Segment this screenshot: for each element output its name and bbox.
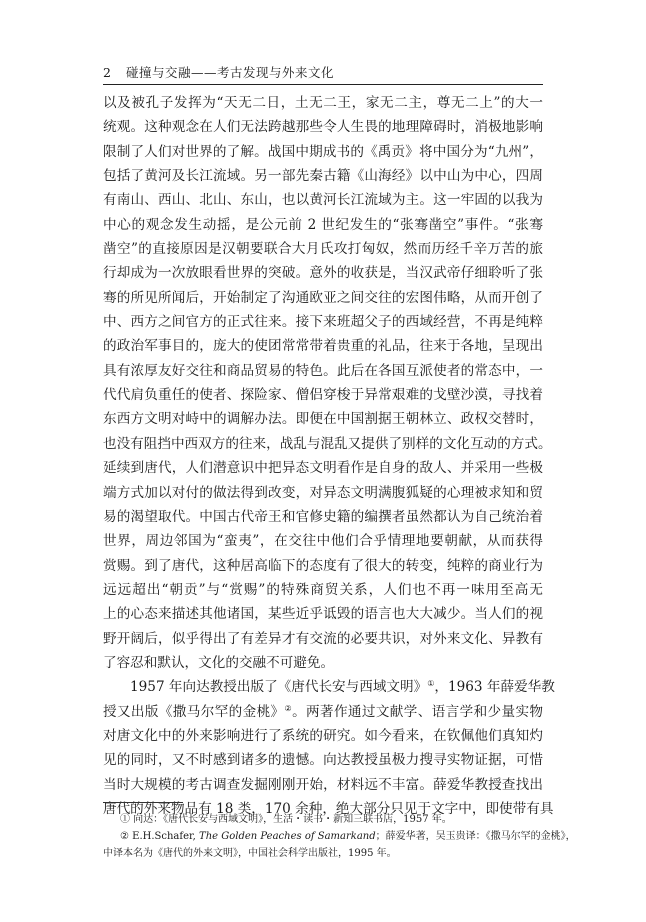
text-run: ；薛爱华著，吴玉贵译：《撒马尔罕的金桃》， [375, 831, 576, 842]
text-line: 行却成为一次放眼看世界的突破。意外的收获是，当汉武帝仔细聆听了张 [103, 265, 543, 282]
text-line: 限制了人们对世界的了解。战国中期成书的《禹贡》将中国分为“九州”， [103, 143, 543, 160]
footnote-rule [103, 802, 183, 803]
text-line: 上的心态来描述其他诸国，某些近乎诋毁的语言也大大减少。当人们的视 [103, 606, 543, 623]
text-run: 授又出版《撒马尔罕的金桃》 [103, 703, 285, 720]
text-run: ，1963 年薛爱华教 [434, 679, 555, 696]
text-line: 唐代的外来物品有 18 类，170 余种，绝大部分只见于文字中，即使带有具 [103, 800, 554, 817]
paragraph-1 [103, 91, 552, 675]
text-line: 东西方文明对峙中的调解办法。即便在中国割据王朝林立、政权交替时， [103, 411, 543, 428]
page-number: 2 [103, 65, 112, 80]
footnote-ref-2[interactable]: ② [284, 703, 293, 713]
text-line: 了容忍和默认，文化的交融不可避免。 [103, 654, 335, 671]
text-line: 也没有阻挡中西双方的往来，战乱与混乱又提供了别样的文化互动的方式。 [103, 435, 552, 452]
paragraph-2 [103, 675, 555, 821]
footnote-ref-1[interactable]: ① [427, 679, 435, 689]
header-rule [103, 84, 543, 85]
text-line: 具有浓厚友好交往和商品贸易的特色。此后在各国互派使者的常态中，一 [103, 362, 543, 379]
text-line: 端方式加以对付的做法得到改变，对异态文明满腹狐疑的心理被求知和贸 [103, 484, 543, 501]
text-line: 凿空”的直接原因是汉朝要联合大月氏攻打匈奴，然而历经千辛万苦的旅 [103, 241, 543, 258]
text-line: 远远超出“朝贡”与“赏赐”的特殊商贸关系，人们也不再一味用至高无 [103, 581, 543, 598]
text-line: 的政治军事目的，庞大的使团常常带着贵重的礼品，往来于各地，呈现出 [103, 338, 543, 355]
text-line [103, 675, 555, 699]
footnote-2-continued: 中译本名为《唐代的外来文明》，中国社会科学出版社，1995 年。 [103, 848, 397, 859]
footnotes [103, 811, 576, 862]
text-line: 中、西方之间官方的正式往来。接下来班超父子的西域经营，不再是纯粹 [103, 314, 543, 331]
running-header [103, 63, 543, 83]
text-run: 。两著作通过文献学、语言学和少量实物 [292, 703, 544, 720]
text-line: 延续到唐代，人们潜意识中把异态文明看作是自身的敌人、并采用一些极 [103, 460, 543, 477]
text-line: 赏赐。到了唐代，这种居高临下的态度有了很大的转变，纯粹的商业行为 [103, 557, 543, 574]
text-line: 中心的观念发生动摇，是公元前 2 世纪发生的“张骞凿空”事件。“张骞 [103, 216, 543, 233]
running-title: 碰撞与交融——考古发现与外来文化 [125, 65, 334, 80]
text-line: 骞的所见所闻后，开始制定了沟通欧亚之间交往的宏图伟略，从而开创了 [103, 289, 543, 306]
text-line: 对唐文化中的外来影响进行了系统的研究。如今看来，在钦佩他们真知灼 [103, 727, 543, 744]
text-line: 世界，周边邻国为“蛮夷”，在交往中他们合乎情理地要朝献，从而获得 [103, 533, 543, 550]
text-line: 包括了黄河及长江流域。另一部先秦古籍《山海经》以中山为中心，四周 [103, 168, 543, 185]
text-line: 以及被孔子发挥为“天无二日，土无二王，家无二主，尊无二上”的大一 [103, 95, 543, 111]
text-line [103, 700, 543, 724]
footnote-1: ① 向达：《唐代长安与西域文明》，生活・读书・新知三联书店，1957 年。 [120, 814, 452, 825]
body-text [103, 91, 555, 821]
book-title: The Golden Peaches of Samarkand [199, 831, 376, 842]
text-line: 统观。这种观念在人们无法跨越那些令人生畏的地理障碍时，消极地影响 [103, 119, 543, 136]
text-line: 见的同时，又不时感到诸多的遗憾。向达教授虽极力搜寻实物证据，可惜 [103, 752, 543, 769]
text-line: 有南山、西山、北山、东山，也以黄河长江流域为主。这一牢固的以我为 [103, 192, 543, 209]
text-line: 代代肩负重任的使者、探险家、僧侣穿梭于异常艰难的戈壁沙漠，寻找着 [103, 387, 543, 404]
text-run: ② E.H.Schafer, [120, 831, 200, 842]
text-line: 易的渴望取代。中国古代帝王和官修史籍的编撰者虽然都认为自己统治着 [103, 508, 543, 525]
footnote-2 [103, 828, 576, 845]
text-line: 当时大规模的考古调查发掘刚刚开始，材料远不丰富。薛爱华教授查找出 [103, 776, 543, 793]
text-line: 野开阔后，似乎得出了有差异才有交流的必要共识，对外来文化、异教有 [103, 630, 543, 647]
text-run: 1957 年向达教授出版了《唐代长安与西域文明》 [130, 679, 428, 696]
